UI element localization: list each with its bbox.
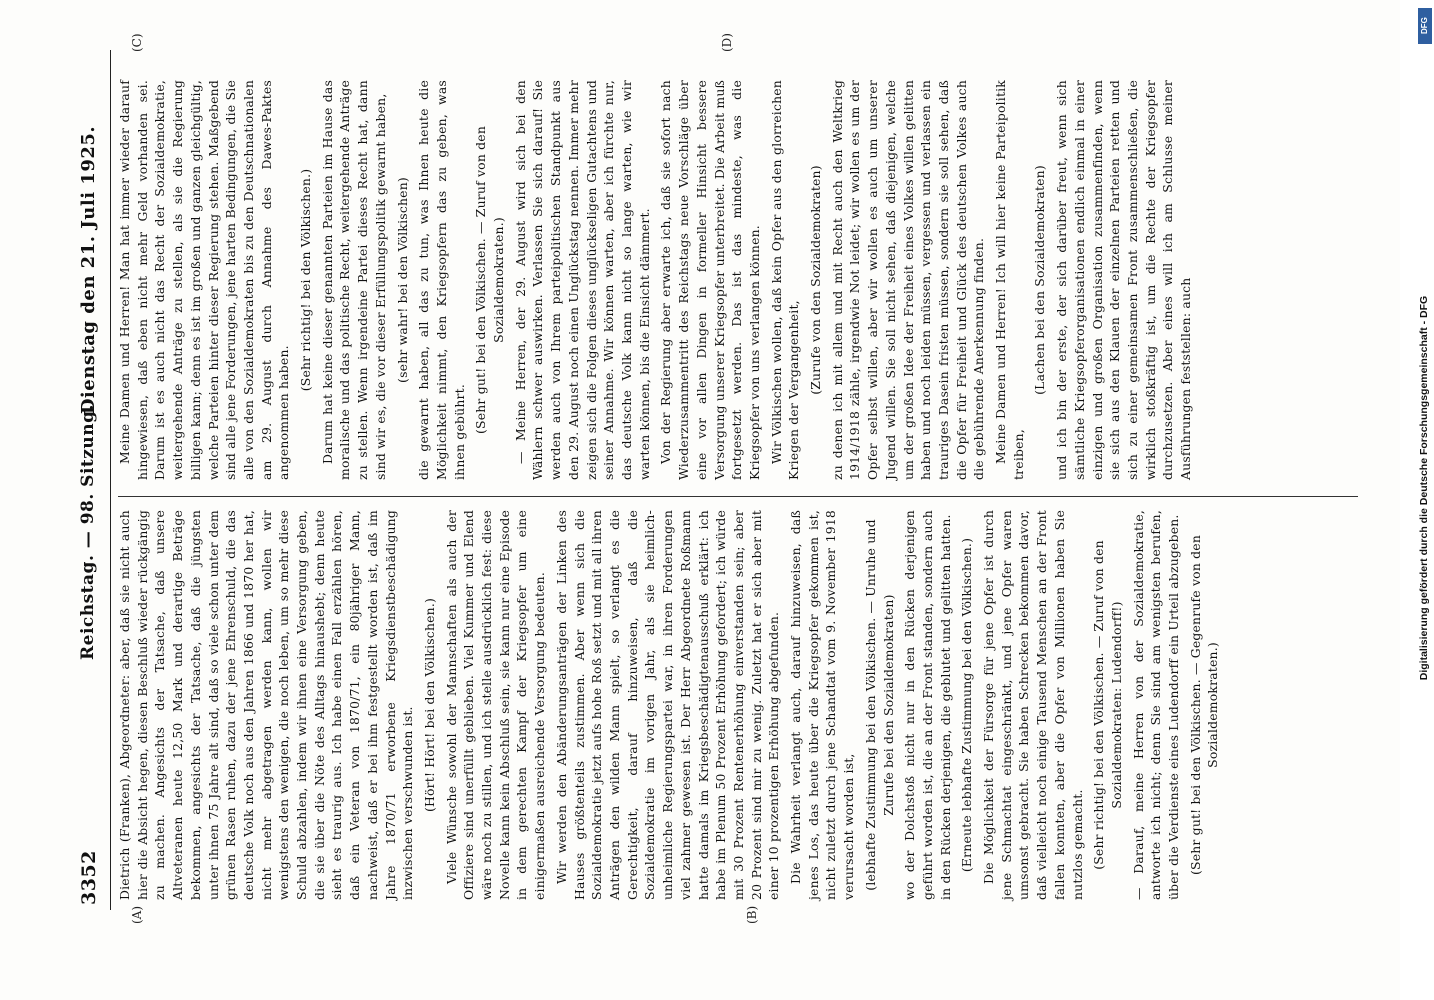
margin-letter-a: (A): [130, 905, 144, 924]
paragraph: Die Wahrheit verlangt auch, darauf hinzuweisen, daß jenes Los, das heute über die Kriegsopfer gekommen ist, nicht zuletzt durch jene Schandtat vom 9. November 1918 verursacht worden ist,: [788, 510, 857, 900]
dfg-attribution-strip: [1416, 0, 1434, 1000]
paragraph: und ich bin der erste, der sich darüber freut, wenn sich sämtliche Kriegsopferorganisationen endlich einmal in einer einzigen und großen Organisation zusammenfinden, wenn sie sich aus den Klauen der einzelnen Parteien retten und sich zu einer gemeinsamen Front zusammenschließen, die wirklich stoßkräftig ist, um die Rechte der Kriegsopfer durchzusetzen. Aber eines will ich am Schlusse meiner Ausführungen feststellen: auch: [1054, 80, 1194, 480]
paragraph: zu denen ich mit allem und mit Recht auch den Weltkrieg 1914/1918 zähle, irgendwie Not leidet; wir wollen es um der Opfer selbst willen, aber wir wollen es auch um unserer Jugend willen. Sie soll nicht sehen, daß diejenigen, welche um der großen Idee der Freiheit eines Volkes willen gelitten haben und noch leiden müssen, vergessen und verlassen ein trauriges Dasein fristen müssen, sondern sie soll sehen, daß die Opfer für Freiheit und Glück des deutschen Volkes auch die gebührende Anerkennung finden.: [829, 80, 987, 480]
session-title: Reichstag. — 98. Sitzung.: [78, 404, 98, 660]
paragraph: — Meine Herren, der 29. August wird sich bei den Wählern schwer auswirken. Verlassen Sie sich darauf! Sie werden auch von Ihrem parteipolitischen Standpunkt aus den 29. August noch einen Unglückstag nennen. Immer mehr zeigen sich die Folgen dieses unglückseligen Gutachtens und seiner Annahme. Wir können warten, aber ich fürchte nur, das deutsche Volk kann nicht so lange warten, wie wir warten können, bis die Einsicht dämmert.: [512, 80, 652, 480]
paragraph: Wir werden den Abänderungsanträgen der Linken des Hauses größtenteils zustimmen. Aber wenn sich die Sozialdemokratie jetzt aufs hohe Roß setzt und mit all ihren Anträgen den wilden Mann spielt, so verlangt es die Gerechtigkeit, darauf hinzuweisen, daß die Sozialdemokratie im vorigen Jahr, als sie heimlich-unheimliche Regierungspartei war, in ihren Forderungen viel zahmer gewesen ist. Der Herr Abgeordnete Roßmann hatte damals im Kriegsbeschädigtenausschuß erklärt: ich habe im Plenum 50 Prozent Erhöhung gefordert; ich würde mit 30 Prozent Rentenerhöhung einverstanden sein; aber 20 Prozent sind mir zu wenig. Zuletzt hat er sich aber mit einer 10 prozentigen Erhöhung abgefunden.: [553, 510, 782, 900]
interjection: (Sehr richtig! bei den Völkischen.): [298, 168, 314, 392]
margin-letter-c: (C): [130, 33, 144, 52]
paragraph: die gewarnt haben, all das zu tun, was Ihnen heute die Möglichkeit nimmt, den Kriegsopfern das zu geben, was ihnen gebührt.: [416, 80, 467, 480]
dfg-attribution-text: Digitalisierung gefördert durch die Deutsche Forschungsgemeinschaft - DFG: [1418, 295, 1430, 681]
interjection: (sehr wahr! bei den Völkischen): [394, 177, 410, 383]
paragraph: Wir Völkischen wollen, daß kein Opfer aus den glorreichen Kriegen der Vergangenheit,: [768, 80, 802, 480]
interjection: (Sehr gut! bei den Völkischen. — Gegenrufe von den Sozialdemokraten.): [1187, 535, 1221, 876]
paragraph: Viele Wünsche sowohl der Mannschaften als auch der Offiziere sind unerfüllt geblieben. Viel Kummer und Elend wäre noch zu stillen, und ich stelle ausdrücklich fest: diese Novelle kann kein Abschluß sein, sie kann nur eine Episode in dem gerechten Kampf der Kriegsopfer um eine einigermaßen ausreichende Versorgung bedeuten.: [443, 510, 548, 900]
paragraph: wo der Dolchstoß nicht nur in den Rücken derjenigen geführt worden ist, die an der Front standen, sondern auch in den Rücken derjenigen, die geblutet und gelitten hatten.: [902, 510, 953, 900]
paragraph: Dietrich (Franken), Abgeordneter: aber, daß sie nicht auch hier die Absicht hegen, diesen Beschluß wieder rückgängig zu machen. Angesichts der Tatsache, daß unsere Altveteranen heute 12,50 Mark und derartige Beträge bekommen, angesichts der Tatsache, daß die jüngsten unter ihnen 75 Jahre alt sind, daß so viele schon unter dem grünen Rasen ruhen, dazu der jene Ehrenschuld, die das deutsche Volk noch aus den Jahren 1866 und 1870 her hat, nicht mehr abgetragen werden kann, wollen wir wenigstens den wenigen, die noch leben, um so mehr diese Schuld abzahlen, indem wir ihnen eine Versorgung geben, die sie über die Nöte des Alltags hinaushebt; denn heute sieht es traurig aus. Ich habe einen Fall erzählen hören, daß ein Veteran von 1870/71, ein 80jähriger Mann, nachweist, daß er bei ihm festgestellt worden ist, daß im Jahre 1870/71 erworbene Kriegsdienstbeschädigung inzwischen verschwunden ist.: [117, 510, 416, 900]
paragraph: Die Möglichkeit der Fürsorge für jene Opfer ist durch jene Schmachtat eingeschränkt, und jene Opfer waren umsonst gebracht. Sie haben Schrecken bekommen davor, daß vielleicht noch einige Tausend Menschen an der Front fallen konnten, aber die Opfer von Millionen haben Sie nutzlos gemacht.: [981, 510, 1085, 900]
header-rule: [110, 50, 111, 910]
column-divider: [118, 496, 1358, 497]
interjection: (Lachen bei den Sozialdemokraten): [1032, 165, 1048, 395]
right-text-column: [116, 80, 1199, 480]
dfg-logo-icon: DFG: [1418, 8, 1432, 44]
paragraph: Meine Damen und Herren! Man hat immer wieder darauf hingewiesen, daß eben nicht mehr Geld vorhanden sei. Darum ist es auch nicht das Recht der Sozialdemokratie, weitergehende Anträge zu stellen, als sie die Regierung billigen kann; denn es ist im großen und ganzen gleichgültig, welche Parteien hinter dieser Regierung stehen. Maßgebend sind alle jene Forderungen, jene harten Bedingungen, die Sie alle von den Sozialdemokraten bis zu den Deutschnationalen am 29. August durch Annahme des Dawes-Paktes angenommen haben.: [117, 80, 292, 480]
page-header-left: [78, 404, 108, 905]
interjection: (Sehr gut! bei den Völkischen. — Zuruf von den Sozialdemokraten.): [473, 126, 507, 434]
paragraph: — Darauf, meine Herren von der Sozialdemokratie, antworte ich nicht; denn Sie sind am wenigsten berufen, über die Verdienste eines Ludendorff ein Urteil abzugeben.: [1130, 510, 1182, 900]
left-text-column: [116, 510, 1226, 900]
interjection: (Erneute lebhafte Zustimmung bei den Völkischen.): [959, 537, 975, 873]
margin-letter-d: (D): [720, 33, 734, 52]
margin-letter-b: (B): [745, 905, 759, 924]
interjection: (Sehr richtig! bei den Völkischen. — Zuruf von den Sozialdemokraten: Ludendorff!): [1091, 540, 1124, 870]
page-number: 3352: [78, 850, 100, 905]
paragraph: Darum hat keine dieser genannten Parteien im Hause das moralische und das politische Recht, weitergehende Anträge zu stellen. Wenn irgendeine Partei dieses Recht hat, dann sind wir es, die vor dieser Erfüllungspolitik gewarnt haben,: [319, 80, 388, 480]
page-header-right: Dienstag den 21. Juli 1925.: [78, 125, 99, 415]
interjection: (Zurufe von den Sozialdemokraten): [808, 165, 824, 395]
interjection: (lebhafte Zustimmung bei den Völkischen. — Unruhe und Zurufe bei den Sozialdemokraten): [862, 519, 896, 891]
interjection: (Hört! Hört! bei den Völkischen.): [421, 597, 437, 813]
paragraph: Meine Damen und Herren! Ich will hier keine Parteipolitik treiben,: [993, 80, 1026, 480]
paragraph: Von der Regierung aber erwarte ich, daß sie sofort nach Wiederzusammentritt des Reichstags neue Vorschläge über eine vor allen Dingen in formeller Hinsicht bessere Versorgung unserer Kriegsopfer unterbreitet. Die Arbeit muß fortgesetzt werden. Das ist das mindeste, was die Kriegsopfer von uns verlangen können.: [658, 80, 762, 480]
